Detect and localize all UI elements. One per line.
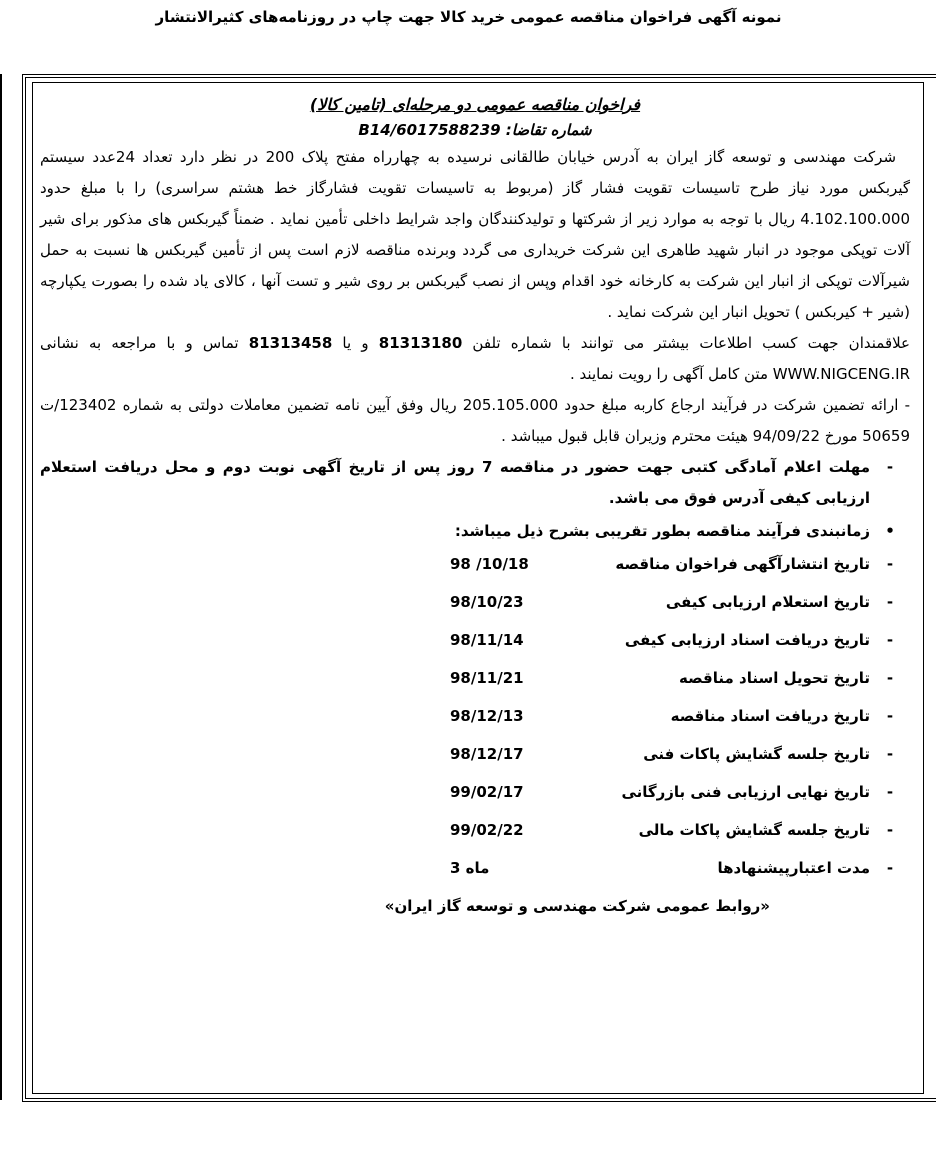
bullet-marker: • [885,522,895,540]
schedule-label: تاریخ جلسه گشایش پاکات مالی [638,821,870,839]
schedule-label: تاریخ تحویل اسناد مناقصه [679,669,870,687]
signature: «روابط عمومی شرکت مهندسی و توسعه گاز ایران» [384,897,770,915]
request-number: شماره تقاضا: B14/6017588239 [358,121,592,139]
schedule-label: مدت اعتبارپیشنهادها [717,859,870,877]
dash-marker: - [886,593,894,611]
schedule-label: تاریخ استعلام ارزیابی کیفی [665,593,870,611]
schedule-value: 98/10/23 [450,593,524,611]
schedule-value: 98/11/14 [450,631,524,649]
schedule-row [40,851,910,889]
page-title: نمونه آگهی فراخوان مناقصه عمومی خرید کالا جهت چاپ در روزنامه‌های کثیرالانتشار [155,8,782,26]
schedule-intro [40,516,910,547]
phone-number-2: 81313458 [248,334,333,352]
schedule-row [40,775,910,813]
schedule-row [40,737,910,775]
schedule-label: تاریخ انتشارآگهی فراخوان مناقصه [615,555,870,573]
intro-paragraph: شرکت مهندسی و توسعه گاز ایران به آدرس خیابان طالقانی نرسیده به چهارراه مفتح پلاک 200 در نظر دارد تعداد 24عدد سیستم گیربکس مورد نیاز طرح تاسیسات تقویت فشار گاز (مربوط به تاسیسات تقویت فشارگاز خط هشتم سراسری) را با مبلغ حدود 4.102.100.000 ریال با توجه به موارد زیر از شرکتها و تولیدکنندگان واجد شرایط داخلی تأمین نماید . ضمناً گیربکس های مذکور برای شیر آلات توپکی موجود در انبار شهید طاهری این شرکت خریداری می گردد وبرنده مناقصه لازم است پس از تأمین گیربکس ها نسبت به حمل شیرآلات توپکی از انبار این شرکت به کارخانه خود اقدام وپس از نصب گیربکس بر روی شیر و تست آنها ، کالای یاد شده را بصورت یکپارچه (شیر + کیربکس ) تحویل انبار این شرکت نماید . [40,148,910,321]
dash-marker: - [886,707,894,725]
schedule-row [40,585,910,623]
schedule-value: 98/12/13 [450,707,524,725]
guarantee-paragraph [40,390,910,452]
dash-marker: - [886,783,894,801]
schedule-row [40,661,910,699]
dash-marker: - [886,745,894,763]
schedule-intro-text: زمانبندی فرآیند مناقصه بطور تقریبی بشرح ذیل میباشد: [454,522,870,540]
dash-marker: - [886,859,894,877]
phone-number-1: 81313180 [378,334,463,352]
contact-paragraph [40,328,910,390]
schedule-value: 98/11/21 [450,669,524,687]
readiness-paragraph [40,452,910,514]
schedule-value: 98/12/17 [450,745,524,763]
guarantee-text: ارائه تضمین شرکت در فرآیند ارجاع کاربه مبلغ حدود 205.105.000 ریال وفق آیین نامه تضمین معاملات دولتی به شماره 123402/ت 50659 مورخ 94/09/22 هیئت محترم وزیران قابل قبول میباشد . [40,396,910,445]
tender-heading: فراخوان مناقصه عمومی دو مرحله‌ای (تامین کالا) [309,95,641,114]
schedule-row [40,547,910,585]
dash-marker: - [886,458,894,476]
readiness-text: مهلت اعلام آمادگی کتبی جهت حضور در مناقصه 7 روز پس از تاریخ آگهی نوبت دوم و محل دریافت استعلام ارزیابی کیفی آدرس فوق می باشد. [40,458,870,507]
announcement-body [40,92,910,922]
contact-suffix: تماس و با مراجعه به نشانی WWW.NIGCENG.IR متن کامل آگهی را رویت نمایند . [40,334,910,383]
schedule-label: تاریخ نهایی ارزیابی فنی بازرگانی [621,783,870,801]
dash-marker: - [886,631,894,649]
schedule-value: 99/02/22 [450,821,524,839]
schedule-row [40,623,910,661]
left-border-line [0,74,2,1100]
contact-middle: و یا [332,334,379,352]
schedule-label: تاریخ جلسه گشایش پاکات فنی [643,745,870,763]
dash-marker: - [886,821,894,839]
contact-prefix: علاقمندان جهت کسب اطلاعات بیشتر می توانند با شماره تلفن [462,334,911,352]
schedule-value: 99/02/17 [450,783,524,801]
dash-marker: - [886,669,894,687]
dash-marker: - [904,396,910,414]
schedule-value: 98 /10/18 [450,555,529,573]
schedule-value: 3 ماه [450,859,490,877]
schedule-row [40,699,910,737]
schedule-list [40,547,910,889]
schedule-row [40,813,910,851]
schedule-label: تاریخ دریافت اسناد مناقصه [670,707,870,725]
schedule-label: تاریخ دریافت اسناد ارزیابی کیفی [624,631,870,649]
dash-marker: - [886,555,894,573]
